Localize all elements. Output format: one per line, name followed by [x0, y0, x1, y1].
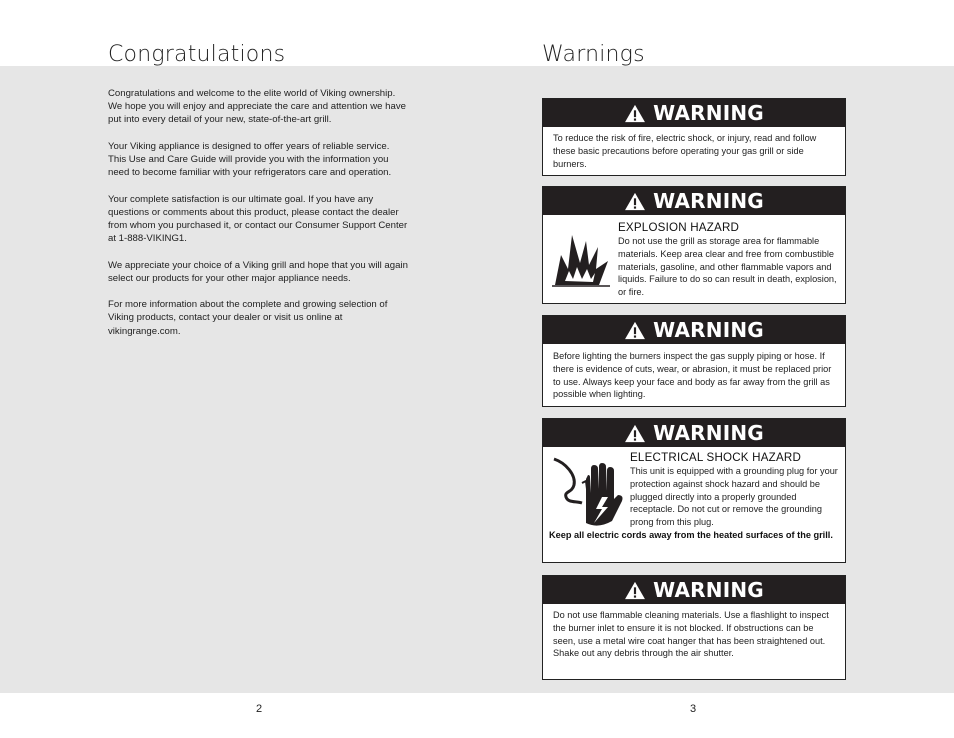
paragraph: Congratulations and welcome to the elite world of Viking ownership. We hope you will enjoy and appreciate the care and attention we have put into every detail of your new, state-of-the-art grill. — [108, 88, 406, 126]
warning-header — [543, 187, 845, 215]
warning-triangle-icon — [624, 424, 646, 443]
warning-title: WARNING — [653, 189, 764, 213]
warning-title: WARNING — [653, 421, 764, 445]
warning-header — [543, 576, 845, 604]
page-number-right: 3 — [690, 703, 697, 715]
congratulations-text — [108, 87, 410, 351]
explosion-icon — [552, 227, 610, 287]
hazard-title: ELECTRICAL SHOCK HAZARD — [630, 451, 802, 464]
hazard-title: EXPLOSION HAZARD — [618, 221, 740, 234]
warning-triangle-icon — [624, 321, 646, 340]
page-number-left: 2 — [256, 703, 263, 715]
warning-box-electrical — [542, 418, 846, 563]
warning-box-cleaning — [542, 575, 846, 680]
warning-box-gas-supply — [542, 315, 846, 407]
warning-triangle-icon — [624, 104, 646, 123]
warning-box-general — [542, 98, 846, 176]
warning-text: To reduce the risk of fire, electric shock, or injury, read and follow these basic precautions before operating your gas grill or side burners. — [553, 133, 817, 169]
warning-title: WARNING — [653, 318, 764, 342]
electrical-shock-icon — [552, 457, 624, 529]
warning-box-explosion — [542, 186, 846, 304]
warning-header — [543, 99, 845, 127]
warning-title: WARNING — [653, 578, 764, 602]
warnings-heading: Warnings — [542, 42, 645, 67]
warning-text: Do not use flammable cleaning materials. Use a flashlight to inspect the burner inlet to ensure it is not blocked. If obstructions can be seen, use a metal wire coat hanger that has been straightened out. Shake out any debris through the air shutter. — [553, 610, 829, 659]
warning-triangle-icon — [624, 192, 646, 211]
paragraph: Your complete satisfaction is our ultimate goal. If you have any questions or comments about this product, please contact the dealer from whom you purchased it, or contact our Consumer Support Center at 1-888-VIKING1. — [108, 193, 408, 245]
congratulations-heading: Congratulations — [108, 42, 286, 67]
warning-bold-note: Keep all electric cords away from the heated surfaces of the grill. — [549, 530, 833, 540]
warning-header — [543, 419, 845, 447]
paragraph: Your Viking appliance is designed to offer years of reliable service. This Use and Care Guide will provide you with the information you need to become familiar with your refrigerators care and operation. — [108, 140, 392, 179]
paragraph: For more information about the complete and growing selection of Viking products, contact your dealer or visit us online at vikingrange.com. — [108, 299, 388, 337]
warning-header — [543, 316, 845, 344]
warning-triangle-icon — [624, 581, 646, 600]
warning-text: Before lighting the burners inspect the gas supply piping or hose. If there is evidence of cuts, wear, or abrasion, it must be replaced prior to use. Always keep your face and body as far away from the grill as possible when lighting. — [553, 351, 832, 400]
paragraph: We appreciate your choice of a Viking grill and hope that you will again select our products for your other major appliance needs. — [108, 259, 408, 284]
warning-title: WARNING — [653, 101, 764, 125]
warning-text: This unit is equipped with a grounding plug for your protection against shock hazard and should be plugged directly into a properly grounded receptacle. Do not cut or remove the grounding prong from this plug. — [630, 466, 838, 528]
warning-text: Do not use the grill as storage area for flammable materials. Keep area clear and free from combustible materials, gasoline, and other flammable vapors and liquids. Failure to do so can result in death, explosion, or fire. — [618, 236, 837, 298]
